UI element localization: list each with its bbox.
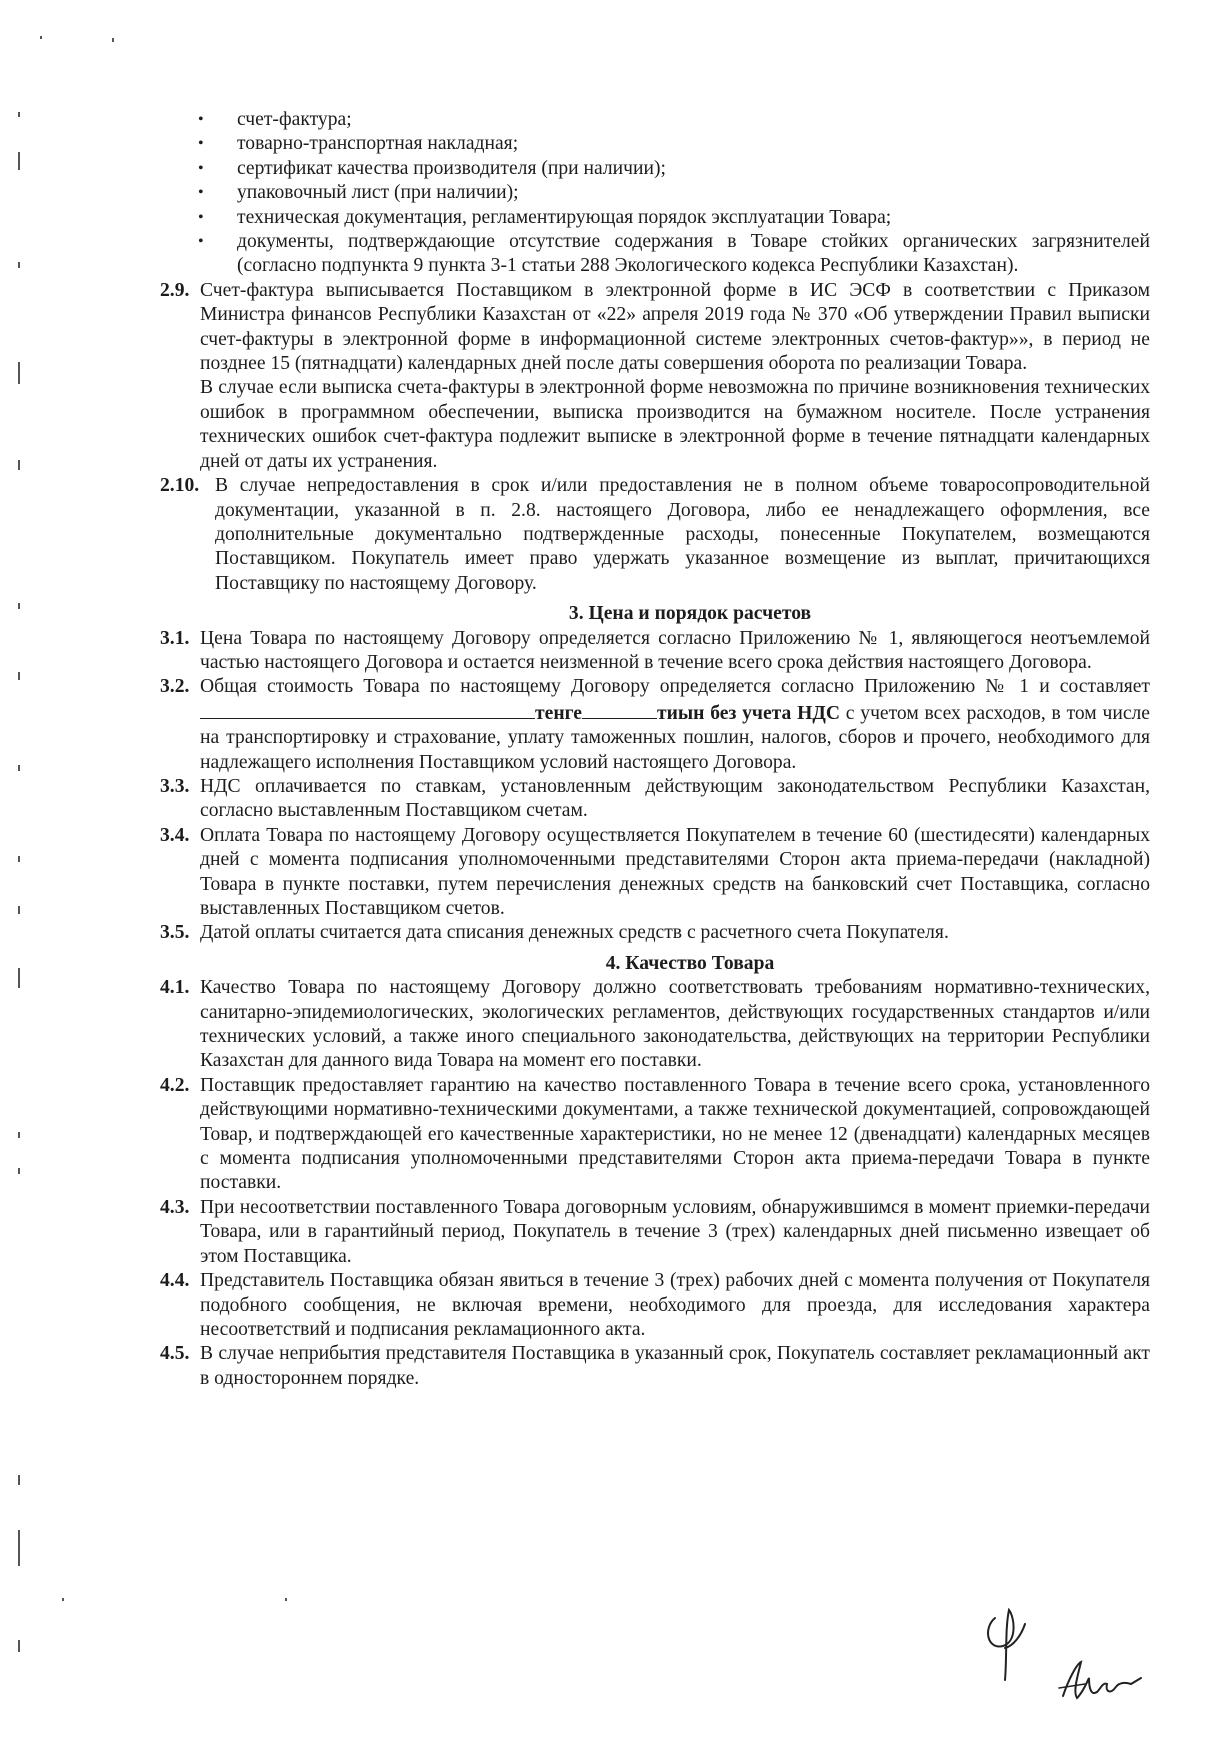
clause-number: 4.3. (160, 1196, 190, 1218)
clause-text: В случае непредоставления в срок и/или предоставления не в полном объеме товаросопроводительной документации, указанной в п. 2.8. настоящего Договора, либо ее ненадлежащего оформления, все дополнительные документально подтвержденные расходы, понесенные Покупателем, возмещаются Поставщиком. Покупатель имеет право удержать указанное возмещение из выплат, причитающихся Поставщику по настоящему Договору. (215, 475, 1150, 594)
signature-1 (975, 1588, 1045, 1683)
clause-3-1 (160, 627, 1150, 676)
clause-4-2 (160, 1074, 1150, 1196)
clause-number: 3.4. (160, 824, 190, 846)
clause-text: При несоответствии поставленного Товара договорным условиям, обнаружившимся в момент приемки-передачи Товара, или в гарантийный период, Покупатель в течение 3 (трех) календарных дней письменно извещает об этом Поставщика. (200, 1196, 1150, 1267)
amount-blank (200, 700, 535, 719)
clause-4-1 (160, 976, 1150, 1074)
clause-number: 4.5. (160, 1343, 190, 1365)
clause-number: 4.1. (160, 977, 190, 999)
clause-number: 3.2. (160, 676, 190, 698)
clause-number: 2.9. (160, 279, 190, 301)
tiyn-blank (582, 700, 657, 719)
clause-4-4 (160, 1269, 1150, 1342)
clause-4-3 (160, 1196, 1150, 1269)
clause-3-4 (160, 824, 1150, 922)
currency-tiyn: тиын без учета НДС (656, 702, 840, 724)
section-title-3: 3. Цена и порядок расчетов (568, 603, 812, 625)
clause-3-2 (160, 675, 1150, 775)
clause-text: Датой оплаты считается дата списания денежных средств с расчетного счета Покупателя. (200, 922, 949, 944)
list-item: • документы, подтверждающие отсутствие содержания в Товаре стойких органических загрязнителей (согласно подпункта 9 пункта 3-1 статьи 288 Экологического кодекса Республики Казахстан). (160, 230, 1150, 279)
document-list (160, 108, 1150, 279)
clause-number: 2.10. (160, 475, 200, 497)
clause-text: с учетом всех расходов, в том числе на транспортировку и страхование, уплату таможенных пошлин, налогов, сборов и прочего, необходимого для надлежащего исполнения Поставщиком условий настоящего Договора. (200, 702, 1151, 773)
clause-3-3 (160, 775, 1150, 824)
clause-text: Оплата Товара по настоящему Договору осуществляется Покупателем в течение 60 (шестидесяти) календарных дней с момента подписания уполномоченными представителями Сторон акта приема-передачи (накладной) Товара в пункте поставки, путем перечисления денежных средств на банковский счет Поставщика, согласно выставленных Поставщиком счетов. (200, 824, 1150, 919)
list-item: • упаковочный лист (при наличии); (160, 181, 1150, 205)
clause-number: 3.1. (160, 627, 190, 649)
clause-text: Представитель Поставщика обязан явиться в течение 3 (трех) рабочих дней с момента получения от Покупателя подобного сообщения, не включая времени, необходимого для проезда, для исследования характера несоответствий и подписания рекламационного акта. (200, 1270, 1150, 1340)
clause-text: НДС оплачивается по ставкам, установленным действующим законодательством Республики Казахстан, согласно выставленным Поставщиком счетам. (200, 775, 1150, 822)
clause-text: Общая стоимость Товара по настоящему Договору определяется согласно Приложению № 1 и составляет (200, 676, 1150, 698)
clause-text: В случае неприбытия представителя Поставщика в указанный срок, Покупатель составляет рекламационный акт в одностороннем порядке. (200, 1343, 1150, 1389)
clause-3-5 (160, 921, 1150, 945)
clause-2-9 (160, 279, 1150, 474)
list-item: • счет-фактура; (160, 108, 1150, 132)
clause-text: Счет-фактура выписывается Поставщиком в электронной форме в ИС ЭСФ в соответствии с Приказом Министра финансов Республики Казахстан от «22» апреля 2019 года № 370 «Об утверждении Правил выписки счет-фактуры в электронной форме в информационной системе электронных счетов-фактур»», в период не позднее 15 (пятнадцати) календарных дней после даты совершения оборота по реализации Товара. (200, 279, 1150, 375)
list-item: • товарно-транспортная накладная; (160, 132, 1150, 156)
clause-number: 4.4. (160, 1270, 190, 1292)
section-title-4: 4. Качество Товара (605, 952, 775, 974)
document-body (160, 108, 1150, 1391)
list-item: • сертификат качества производителя (при наличии); (160, 157, 1150, 181)
list-item: • техническая документация, регламентирующая порядок эксплуатации Товара; (160, 206, 1150, 230)
clause-number: 3.3. (160, 775, 190, 797)
clause-4-5 (160, 1342, 1150, 1391)
clause-text: Качество Товара по настоящему Договору должно соответствовать требованиям нормативно-технических, санитарно-эпидемиологических, экологических регламентов, действующих государственных стандартов и/или технических условий, а также иного специального законодательства, действующих на территории Республики Казахстан для данного вида Товара на момент его поставки. (200, 977, 1150, 1072)
clause-text: Цена Товара по настоящему Договору определяется согласно Приложению № 1, являющегося неотъемлемой частью настоящего Договора и остается неизменной в течение всего срока действия настоящего Договора. (200, 627, 1150, 673)
clause-text: В случае если выписка счета-фактуры в электронной форме невозможна по причине возникновения технических ошибок в программном обеспечении, выписка производится на бумажном носителе. После устранения технических ошибок счет-фактура подлежит выписке в электронной форме в течение пятнадцати календарных дней от даты их устранения. (200, 377, 1150, 472)
clause-number: 3.5. (160, 922, 190, 944)
clause-number: 4.2. (160, 1074, 190, 1096)
clause-text: Поставщик предоставляет гарантию на качество поставленного Товара в течение всего срока, установленного действующими нормативно-техническими документами, а также технической документацией, сопровождающей Товар, и подтверждающей его качественные характеристики, но не менее 12 (двенадцати) календарных месяцев с момента подписания уполномоченными представителями Сторон акта приема-передачи Товара в пункте поставки. (200, 1074, 1150, 1194)
signature-2 (1055, 1648, 1150, 1708)
clause-2-10 (160, 474, 1150, 596)
currency-tenge: тенге (535, 702, 582, 724)
